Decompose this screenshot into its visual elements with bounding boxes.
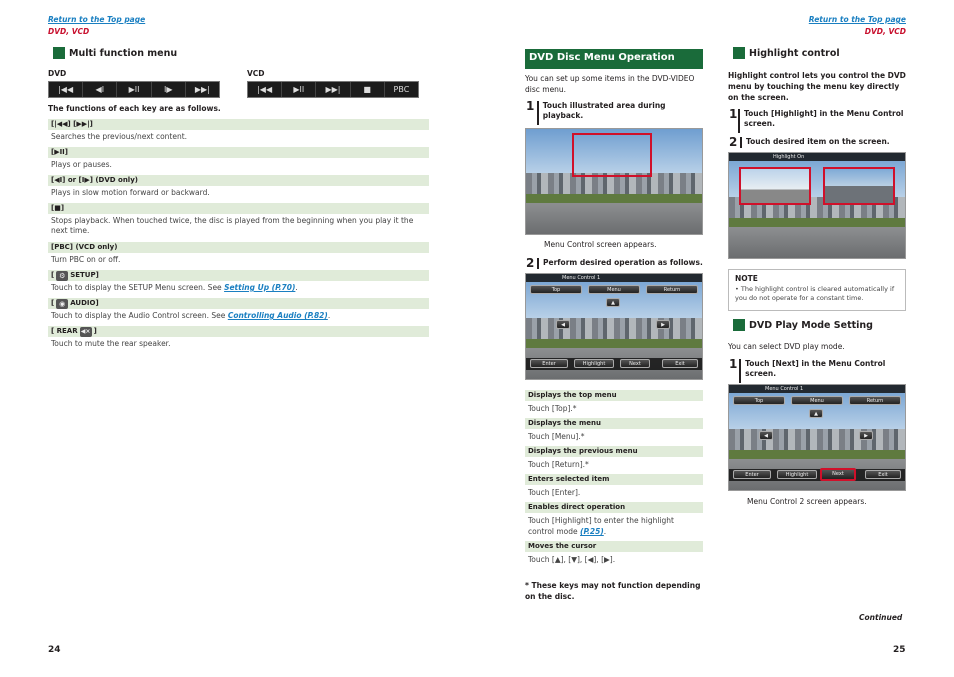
- highlight-intro: Highlight control lets you control the DVD menu by touching the menu key directly on the screen.: [728, 71, 906, 102]
- highlight-page-link[interactable]: (P.25): [580, 527, 604, 536]
- step-divider: [537, 258, 539, 269]
- screen-title: Menu Control 1: [765, 386, 804, 392]
- bracket: ]: [93, 327, 97, 335]
- step-1: [526, 101, 706, 125]
- menu-item-thumbnail-train[interactable]: [739, 167, 811, 205]
- title-strip: [526, 274, 702, 282]
- step-text: Touch illustrated area during playback.: [542, 101, 666, 120]
- operation-text: Touch [Top].*: [528, 404, 577, 413]
- step-2: [526, 258, 706, 269]
- return-button[interactable]: Return: [849, 396, 901, 405]
- key-description: Plays in slow motion forward or backward.: [51, 188, 210, 197]
- operation-text: Touch [Highlight] to enter the highlight control mode: [528, 516, 674, 536]
- menu-control-next-screen-image: [728, 384, 906, 491]
- menu-control-screen-image: [525, 273, 703, 380]
- step-text: Touch desired item on the screen.: [746, 137, 890, 146]
- title-strip: [729, 385, 905, 393]
- breadcrumb-left: DVD, VCD: [48, 27, 90, 36]
- screen-title: Highlight On: [773, 154, 805, 160]
- footnote: * These keys may not function depending on the disc.: [525, 581, 701, 601]
- disc-menu-intro: You can set up some items in the DVD-VIDEO disc menu.: [525, 74, 695, 94]
- step-number: 2: [526, 256, 535, 270]
- touch-area-highlight[interactable]: [572, 133, 652, 177]
- dvd-control-bar: [48, 81, 220, 98]
- bracket: [: [51, 271, 55, 279]
- vcd-control-bar: [247, 81, 419, 98]
- hl-step-2: [729, 137, 907, 148]
- step-divider: [738, 109, 740, 133]
- step-divider: [740, 137, 742, 148]
- play-mode-heading: [733, 319, 873, 331]
- road: [526, 203, 702, 235]
- audio-description: Touch to display the Audio Control screen. See Controlling Audio (P.82).: [51, 311, 331, 320]
- play-mode-intro: You can select DVD play mode.: [728, 342, 845, 351]
- operation-text: Touch [Return].*: [528, 460, 589, 469]
- operation-head: Displays the menu: [525, 418, 703, 429]
- section-title: Highlight control: [749, 47, 840, 59]
- road: [729, 227, 905, 259]
- title-strip: [729, 153, 905, 161]
- step-number: 2: [729, 135, 738, 149]
- breadcrumb-right: DVD, VCD: [864, 27, 906, 36]
- rear-key-text: [ REAR: [51, 327, 78, 335]
- next-button[interactable]: ▶▶|: [316, 82, 350, 97]
- top-page-link-left[interactable]: Return to the Top page: [48, 15, 146, 24]
- audio-key-text: AUDIO]: [70, 299, 99, 307]
- prev-button[interactable]: |◀◀: [248, 82, 282, 97]
- stop-button[interactable]: ■: [351, 82, 385, 97]
- page-number-left: 24: [48, 645, 61, 655]
- speaker-mute-icon: ◀×: [80, 327, 91, 335]
- play-step-1: [729, 359, 907, 383]
- highlight-control-heading: [733, 47, 840, 59]
- controlling-audio-link[interactable]: Controlling Audio (P.82): [227, 311, 328, 320]
- highlight-button[interactable]: Highlight: [777, 470, 817, 479]
- step-number: 1: [526, 99, 535, 113]
- rear-description: Touch to mute the rear speaker.: [51, 339, 171, 348]
- key-label: [◀I] or [I▶] (DVD only): [48, 175, 429, 186]
- top-button[interactable]: Top: [530, 285, 582, 294]
- step-number: 1: [729, 107, 738, 121]
- operation-text: Touch [Menu].*: [528, 432, 585, 441]
- cursor-up-icon[interactable]: ▲: [606, 298, 620, 307]
- setup-desc-text: Touch to display the SETUP Menu screen. See: [51, 283, 225, 292]
- play-pause-button[interactable]: ▶II: [282, 82, 316, 97]
- key-label: [▶II]: [48, 147, 429, 158]
- enter-button[interactable]: Enter: [733, 470, 771, 479]
- exit-button[interactable]: Exit: [865, 470, 901, 479]
- caption-menu-control-2: Menu Control 2 screen appears.: [747, 497, 867, 506]
- step-text: Touch [Highlight] in the Menu Control screen.: [743, 109, 904, 128]
- step-text: Touch [Next] in the Menu Control screen.: [745, 359, 886, 378]
- play-pause-button[interactable]: ▶II: [117, 82, 151, 97]
- top-page-link-right[interactable]: Return to the Top page: [808, 15, 906, 24]
- cursor-left-icon[interactable]: ◀: [556, 320, 570, 329]
- screen-title: Menu Control 1: [562, 275, 601, 281]
- section-title: DVD Play Mode Setting: [749, 319, 873, 331]
- enter-button[interactable]: Enter: [530, 359, 568, 368]
- caption-menu-control: Menu Control screen appears.: [544, 240, 657, 249]
- section-marker-icon: [53, 47, 65, 59]
- key-description: Plays or pauses.: [51, 160, 112, 169]
- key-description: Stops playback. When touched twice, the disc is played from the beginning when you play it the next time.: [51, 216, 414, 235]
- key-label: [PBC] (VCD only): [48, 242, 429, 253]
- section-title: Multi function menu: [69, 47, 178, 59]
- cursor-right-icon[interactable]: ▶: [656, 320, 670, 329]
- highlight-screen-image: [728, 152, 906, 259]
- menu-item-thumbnail-city[interactable]: [823, 167, 895, 205]
- operation-text: Touch [▲], [▼], [◀], [▶].: [528, 555, 616, 564]
- dvd-label: DVD: [48, 69, 67, 78]
- key-label: [|◀◀] [▶▶|]: [48, 119, 429, 130]
- section-marker-icon: [733, 319, 745, 331]
- operation-text: Touch [Enter].: [528, 488, 581, 497]
- vcd-label: VCD: [247, 69, 265, 78]
- bracket: [: [51, 299, 55, 307]
- audio-knob-icon: ◉: [56, 299, 68, 309]
- dvd-disc-menu-title: DVD Disc Menu Operation: [525, 49, 703, 69]
- cursor-up-icon[interactable]: ▲: [809, 409, 823, 418]
- top-button[interactable]: Top: [733, 396, 785, 405]
- operation-head: Enters selected item: [525, 474, 703, 485]
- continued-label: Continued: [859, 613, 903, 622]
- multi-function-heading: [53, 47, 177, 59]
- cursor-left-icon[interactable]: ◀: [759, 431, 773, 440]
- exit-button[interactable]: Exit: [662, 359, 698, 368]
- key-description: Searches the previous/next content.: [51, 132, 188, 141]
- operation-head: Displays the previous menu: [525, 446, 703, 457]
- pbc-button[interactable]: PBC: [393, 85, 410, 94]
- hl-step-1: [729, 109, 907, 133]
- setup-key-label: [48, 270, 429, 281]
- step-divider: [537, 101, 539, 125]
- setup-description: Touch to display the SETUP Menu screen. See Setting Up (P.70).: [51, 283, 298, 292]
- key-function-list: [48, 119, 429, 354]
- section-marker-icon: [733, 47, 745, 59]
- next-button[interactable]: ▶▶|: [194, 85, 210, 94]
- operation-head: Moves the cursor: [525, 541, 703, 552]
- note-box: [728, 269, 906, 311]
- cursor-right-icon[interactable]: ▶: [859, 431, 873, 440]
- operation-table: [525, 390, 703, 569]
- setup-key-text: SETUP]: [70, 271, 99, 279]
- key-label: [■]: [48, 203, 429, 214]
- rear-key-label: [48, 326, 429, 337]
- slow-back-button[interactable]: ◀I: [83, 82, 117, 97]
- setting-up-link[interactable]: Setting Up (P.70): [224, 283, 296, 292]
- operation-head: Enables direct operation: [525, 502, 703, 513]
- playback-screen-image: [525, 128, 703, 235]
- note-title: NOTE: [735, 274, 758, 283]
- slow-forward-button[interactable]: I▶: [152, 82, 186, 97]
- note-body: The highlight control is cleared automatically if you do not operate for a constant time.: [735, 285, 895, 302]
- step-text: Perform desired operation as follows.: [543, 258, 703, 267]
- wrench-icon: ⚙: [56, 271, 68, 281]
- operation-head: Displays the top menu: [525, 390, 703, 401]
- menu-button[interactable]: Menu: [791, 396, 843, 405]
- highlight-button[interactable]: Highlight: [574, 359, 614, 368]
- prev-button[interactable]: |◀◀: [49, 82, 83, 97]
- step-number: 1: [729, 357, 738, 371]
- page-number-right: 25: [893, 645, 906, 655]
- key-description: Turn PBC on or off.: [51, 255, 121, 264]
- return-button[interactable]: Return: [646, 285, 698, 294]
- note-text: • The highlight control is cleared automatically if you do not operate for a constant time.: [735, 285, 895, 302]
- menu-button[interactable]: Menu: [588, 285, 640, 294]
- operation-text-highlight: Touch [Highlight] to enter the highlight control mode (P.25).: [528, 516, 674, 536]
- step-divider: [739, 359, 741, 383]
- next-button-highlighted[interactable]: Next: [820, 468, 856, 481]
- keys-intro: The functions of each key are as follows.: [48, 104, 221, 113]
- next-button[interactable]: Next: [620, 359, 650, 368]
- audio-key-label: [48, 298, 429, 309]
- audio-desc-text: Touch to display the Audio Control screen. See: [51, 311, 228, 320]
